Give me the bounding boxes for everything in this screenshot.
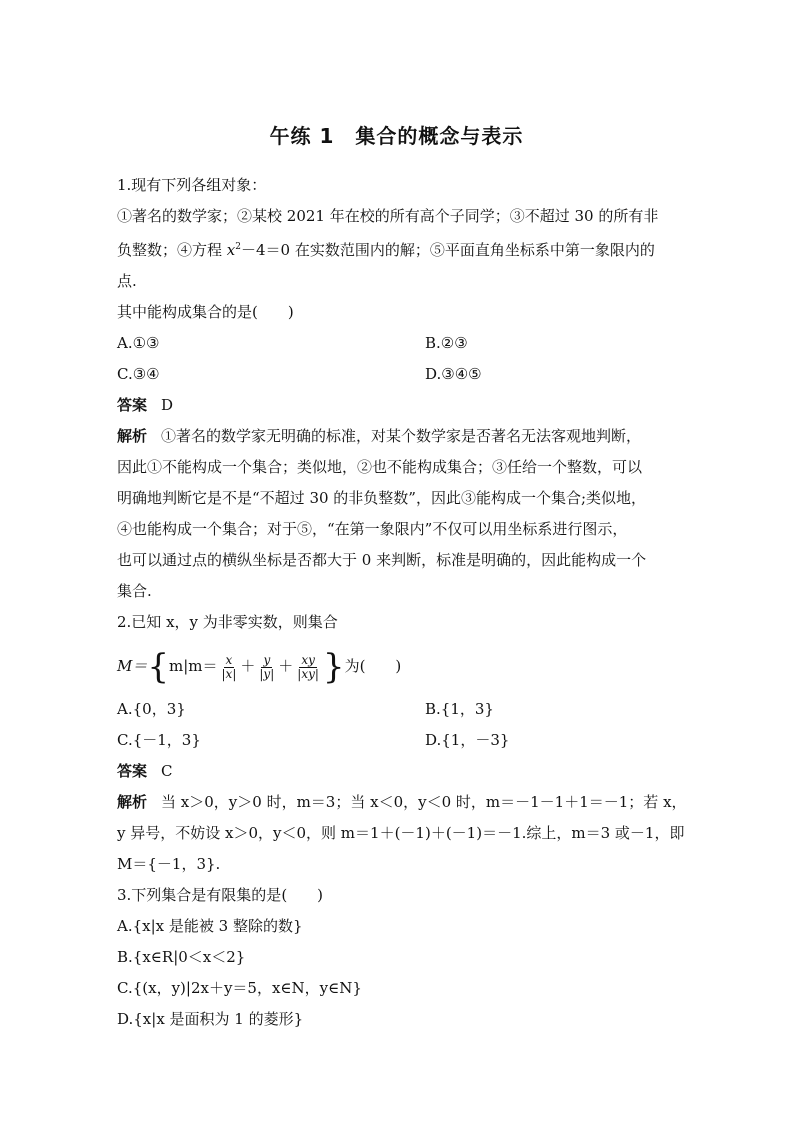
q1-analysis-line: 也可以通过点的横纵坐标是否都大于 0 来判断，标准是明确的，因此能构成一个 <box>117 551 647 569</box>
q1-items-text: －4＝0 在实数范围内的解；⑤平面直角坐标系中第一象限内的 <box>240 241 655 259</box>
q1-option-a: A.①③ <box>117 334 160 352</box>
q2-set-expression: M＝{m|m＝ $\frac{x}{|x|}$ ＋ $\frac{y}{|y|}$ ＋ $\frac{xy}{|xy|}$ }为( ) <box>117 647 402 687</box>
q2-options-row2 <box>117 725 682 756</box>
fraction-denominator: |y| <box>259 666 275 681</box>
q2-option-a: A.{0，3} <box>117 700 186 718</box>
q3-option-b: B.{x∈R|0＜x＜2} <box>117 948 246 966</box>
q3-stem: 3.下列集合是有限集的是( ) <box>117 886 324 904</box>
answer-value: D <box>161 396 174 414</box>
fraction-numerator: y <box>263 652 271 667</box>
fraction-xy <box>295 654 321 681</box>
fraction-numerator: x <box>225 652 233 667</box>
q2-answer <box>117 756 682 787</box>
answer-label: 答案 <box>117 762 148 780</box>
q3-option-a: A.{x|x 是能被 3 整除的数} <box>117 917 303 935</box>
q2-analysis-line <box>117 787 687 818</box>
q1-var-x: x <box>226 241 236 259</box>
q1-question: 其中能构成集合的是( ) <box>117 303 294 321</box>
answer-label: 答案 <box>117 396 148 414</box>
q2-analysis-line: M＝{－1，3}. <box>117 855 221 873</box>
q1-answer <box>117 390 682 421</box>
analysis-text: ①著名的数学家无明确的标准，对某个数学家是否著名无法客观地判断， <box>161 427 642 445</box>
set-condition: m|m＝ <box>169 657 218 675</box>
fraction-denominator: |x| <box>221 666 237 681</box>
q3-option-c: C.{(x，y)|2x＋y＝5，x∈N，y∈N} <box>117 979 362 997</box>
q1-analysis-line <box>117 421 682 452</box>
analysis-label: 解析 <box>117 427 148 445</box>
q1-option-c: C.③④ <box>117 365 160 383</box>
q2-option-d: D.{1，－3} <box>425 731 510 749</box>
q3-option-d: D.{x|x 是面积为 1 的菱形} <box>117 1010 304 1028</box>
q1-analysis-line: 集合. <box>117 582 152 600</box>
q2-stem: 2.已知 x，y 为非零实数，则集合 <box>117 613 338 631</box>
q2-option-c: C.{－1，3} <box>117 731 201 749</box>
fraction-denominator: |xy| <box>297 666 319 681</box>
q2-options-row1 <box>117 694 682 725</box>
q1-options-row1 <box>117 328 682 359</box>
analysis-label: 解析 <box>117 793 148 811</box>
left-brace: { <box>147 647 169 687</box>
q1-analysis-line: 明确地判断它是不是“不超过 30 的非负整数”，因此③能构成一个集合;类似地， <box>117 489 647 507</box>
q1-options-row2 <box>117 359 682 390</box>
answer-value: C <box>161 762 173 780</box>
q1-stem: 1.现有下列各组对象： <box>117 176 267 194</box>
fraction-numerator: xy <box>301 652 315 667</box>
q2-option-b: B.{1，3} <box>425 700 494 718</box>
q1-items-line3: 点. <box>117 272 137 290</box>
q1-analysis-line: 因此①不能构成一个集合；类似地，②也不能构成集合；③任给一个整数，可以 <box>117 458 643 476</box>
set-name: M＝ <box>117 657 148 675</box>
q1-items-line2 <box>117 232 682 266</box>
q1-analysis-line: ④也能构成一个集合；对于⑤，“在第一象限内”不仅可以用坐标系进行图示， <box>117 520 628 538</box>
fraction-y <box>257 654 276 681</box>
q1-items-line1: ①著名的数学家；②某校 2021 年在校的所有高个子同学；③不超过 30 的所有非 <box>117 207 659 225</box>
page-title: 午练 1 集合的概念与表示 <box>269 124 524 148</box>
analysis-text: 当 x＞0，y＞0 时，m＝3；当 x＜0，y＜0 时，m＝－1－1＋1＝－1；若 x， <box>161 793 687 811</box>
q1-exponent: 2 <box>235 242 241 252</box>
q2-analysis-line: y 异号，不妨设 x＞0，y＜0，则 m＝1＋(－1)＋(－1)＝－1.综上，m＝3 或－1，即 <box>117 824 685 842</box>
q1-items-text: 负整数；④方程 <box>117 241 227 259</box>
fraction-x <box>220 654 239 681</box>
right-brace: } <box>322 647 345 687</box>
document-body <box>117 170 687 1035</box>
q1-option-b: B.②③ <box>425 334 468 352</box>
q1-option-d: D.③④⑤ <box>425 365 482 383</box>
set-question: 为( ) <box>344 657 402 675</box>
